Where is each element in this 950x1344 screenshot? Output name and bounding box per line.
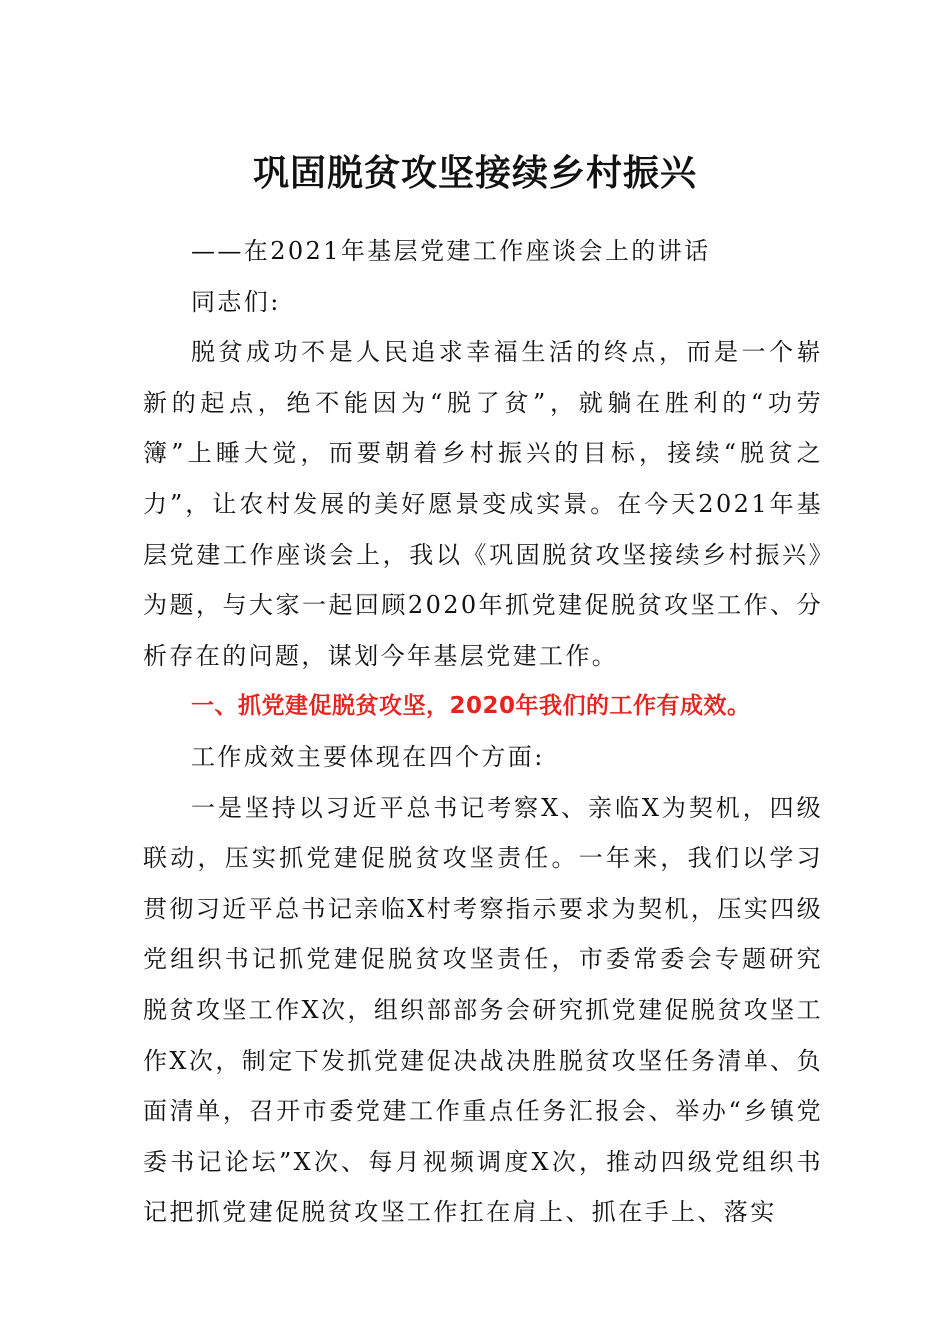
subtitle: ——在2021年基层党建工作座谈会上的讲话 xyxy=(191,237,711,265)
section-lead: 工作成效主要体现在四个方面: xyxy=(191,742,545,771)
document-title: 巩固脱贫攻坚接续乡村振兴 xyxy=(252,153,697,194)
point-paragraph-1: 一是坚持以习近平总书记考察X、亲临X为契机，四级联动，压实抓党建促脱贫攻坚责任。一年来，我们以学习贯彻习近平总书记亲临X村考察指示要求为契机，压实四级党组织书记抓党建促脱贫攻坚责任，市委常委会专题研究脱贫攻坚工作X次，组织部部务会研究抓党建促脱贫攻坚工作X次，制定下发抓党建促决战决胜脱贫攻坚任务清单、负面清单，召开市委党建工作重点任务汇报会、举办“乡镇党委书记论坛”X次、每月视频调度X次，推动四级党组织书记把抓党建促脱贫攻坚工作扛在肩上、抓在手上、落实 xyxy=(143,793,823,1227)
document-body xyxy=(143,226,823,1238)
intro-paragraph: 脱贫成功不是人民追求幸福生活的终点，而是一个崭新的起点，绝不能因为“脱了贫”，就躺在胜利的“功劳簿”上睡大觉，而要朝着乡村振兴的目标，接续“脱贫之力”，让农村发展的美好愿景变成实景。在今天2021年基层党建工作座谈会上，我以《巩固脱贫攻坚接续乡村振兴》为题，与大家一起回顾2020年抓党建促脱贫攻坚工作、分析存在的问题，谋划今年基层党建工作。 xyxy=(143,338,823,670)
section-heading-1: 一、抓党建促脱贫攻坚，2020年我们的工作有成效。 xyxy=(191,693,751,720)
salutation: 同志们: xyxy=(191,287,281,316)
